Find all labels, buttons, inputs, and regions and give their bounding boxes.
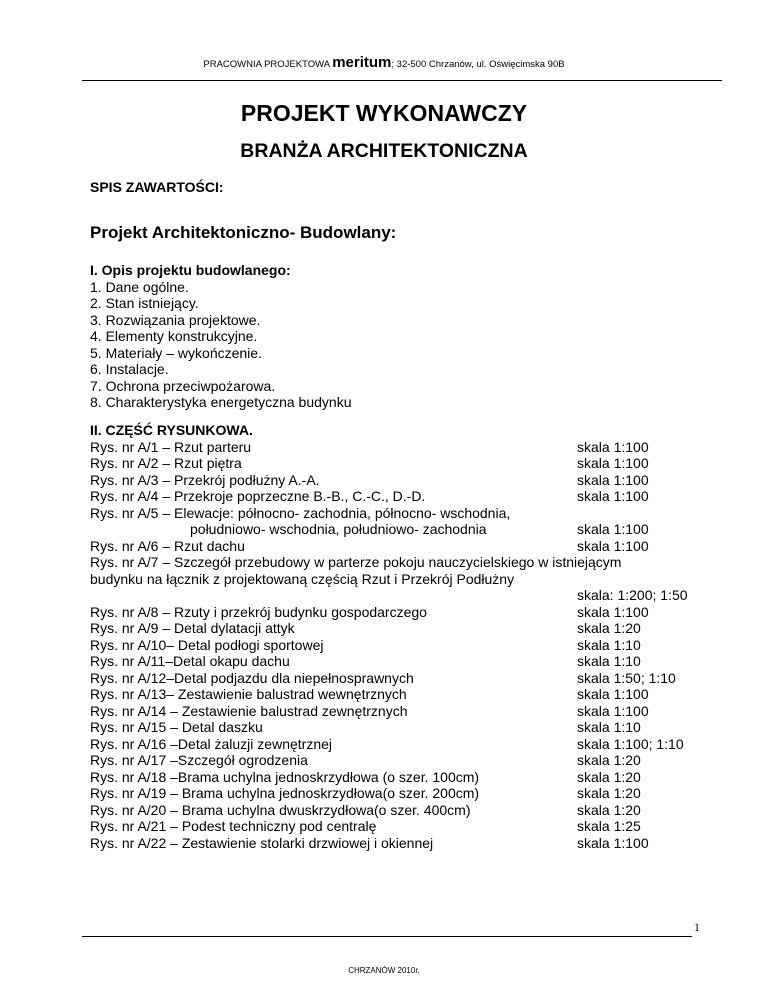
drawing-row <box>90 702 649 720</box>
drawing-scale: skala 1:20 <box>577 620 641 636</box>
drawing-scale: skala 1:100 <box>577 537 649 554</box>
drawing-row <box>90 834 649 852</box>
drawing-title: Rys. nr A/21 – Podest techniczny pod centralę <box>90 818 377 834</box>
drawing-row <box>90 801 641 819</box>
part1-item: 1. Dane ogólne. <box>90 278 189 295</box>
drawing-row <box>90 455 649 472</box>
drawing-title: Rys. nr A/4 – Przekroje poprzeczne B.-B., C.-C., D.-D. <box>90 488 426 504</box>
drawing-scale: skala 1:20 <box>577 801 641 818</box>
header-prefix: PRACOWNIA PROJEKTOWA <box>203 59 333 70</box>
drawing-scale: skala 1:100; 1:10 <box>577 735 684 752</box>
part1-section <box>90 262 351 411</box>
drawing-title: południowo- wschodnia, południowo- zachodnia <box>190 521 487 537</box>
drawing-scale: skala 1:10 <box>577 636 641 653</box>
part1-list <box>90 279 351 411</box>
drawing-title: Rys. nr A/7 – Szczegół przebudowy w parterze pokoju nauczycielskiego w istniejącym <box>90 554 622 570</box>
drawing-scale: skala 1:100 <box>577 488 649 504</box>
drawing-title: Rys. nr A/15 – Detal daszku <box>90 719 263 735</box>
drawing-row <box>90 537 649 555</box>
drawing-row <box>90 603 649 621</box>
drawing-title: Rys. nr A/20 – Brama uchylna dwuskrzydłowa(o szer. 400cm) <box>90 801 471 818</box>
header-brand: meritum <box>332 54 392 71</box>
drawing-title: budynku na łącznik z projektowaną częścią Rzut i Przekrój Podłużny <box>90 570 515 587</box>
drawing-scale: skala 1:100 <box>577 471 649 488</box>
drawing-row <box>90 521 649 538</box>
drawing-title: Rys. nr A/16 –Detal żaluzji zewnętrznej <box>90 735 332 752</box>
page-footer: CHRZANÓW 2010r. <box>348 966 420 975</box>
drawing-title: Rys. nr A/5 – Elewacje: północno- zachodnia, północno- wschodnia, <box>90 504 511 521</box>
header-address: ; 32-500 Chrzanów, ul. Oświęcimska 90B <box>391 59 565 70</box>
drawing-scale: skala 1:100 <box>577 603 649 620</box>
drawing-row <box>90 785 641 802</box>
part1-item: 2. Stan istniejący. <box>90 295 199 311</box>
drawing-scale: skala 1:20 <box>577 785 641 801</box>
drawing-scale: skala 1:10 <box>577 719 641 735</box>
part2-section <box>90 422 688 851</box>
drawing-title: Rys. nr A/2 – Rzut piętra <box>90 455 242 471</box>
drawing-title: Rys. nr A/19 – Brama uchylna jednoskrzydłowa(o szer. 200cm) <box>90 785 480 801</box>
drawing-row <box>90 620 641 637</box>
drawing-row <box>90 719 641 736</box>
drawing-scale: skala 1:100 <box>577 686 649 702</box>
drawing-scale: skala 1:25 <box>577 818 641 834</box>
drawing-title: Rys. nr A/11–Detal okapu dachu <box>90 653 290 669</box>
part1-item: 7. Ochrona przeciwpożarowa. <box>90 377 276 394</box>
drawing-scale: skala 1:100 <box>577 834 649 851</box>
drawing-title: Rys. nr A/17 –Szczegół ogrodzenia <box>90 752 308 768</box>
drawing-scale: skala 1:20 <box>577 752 641 768</box>
drawing-title: Rys. nr A/9 – Detal dylatacji attyk <box>90 620 295 636</box>
drawing-title: Rys. nr A/3 – Przekrój podłużny A.-A. <box>90 471 320 488</box>
footer-divider <box>82 936 692 937</box>
page-number: 1 <box>694 920 700 934</box>
toc-label: SPIS ZAWARTOŚCI: <box>90 179 224 195</box>
drawing-row <box>90 669 676 687</box>
drawing-row <box>90 471 649 489</box>
drawing-row <box>90 587 688 604</box>
part1-item: 6. Instalacje. <box>90 361 169 377</box>
drawing-row <box>90 554 621 571</box>
drawing-row <box>90 505 621 522</box>
drawing-title: Rys. nr A/12–Detal podjazdu dla niepełnosprawnych <box>90 669 414 686</box>
part2-heading: II. CZĘŚĆ RYSUNKOWA. <box>90 422 253 438</box>
drawing-row <box>90 636 641 654</box>
part1-item: 3. Rozwiązania projektowe. <box>90 311 261 328</box>
drawing-title: Rys. nr A/14 – Zestawienie balustrad zewnętrznych <box>90 702 408 719</box>
drawing-scale: skala 1:20 <box>577 768 641 785</box>
drawing-title: Rys. nr A/22 – Zestawienie stolarki drzwiowej i okiennej <box>90 834 434 851</box>
drawing-row <box>90 571 621 588</box>
drawing-title: Rys. nr A/13– Zestawienie balustrad wewnętrznych <box>90 686 407 702</box>
page-header <box>0 54 768 71</box>
drawing-row <box>90 735 684 753</box>
part1-heading: I. Opis projektu budowlanego: <box>90 262 291 278</box>
drawing-row <box>90 818 641 835</box>
drawing-scale: skala 1:10 <box>577 653 641 669</box>
part1-item: 5. Materiały – wykończenie. <box>90 344 262 361</box>
drawing-row <box>90 653 641 670</box>
drawing-scale: skala 1:100 <box>577 438 649 455</box>
drawing-title: Rys. nr A/10– Detal podłogi sportowej <box>90 636 324 653</box>
drawing-row <box>90 438 649 456</box>
document-title: PROJEKT WYKONAWCZY <box>240 100 528 126</box>
drawing-title: Rys. nr A/18 –Brama uchylna jednoskrzydłowa (o szer. 100cm) <box>90 768 480 785</box>
drawing-title: Rys. nr A/6 – Rzut dachu <box>90 537 245 554</box>
drawing-title: Rys. nr A/8 – Rzuty i przekrój budynku gospodarczego <box>90 603 427 620</box>
drawing-title: Rys. nr A/1 – Rzut parteru <box>90 438 252 455</box>
header-divider <box>82 80 722 81</box>
document-subtitle: BRANŻA ARCHITEKTONICZNA <box>240 140 528 162</box>
drawing-scale: skala 1:50; 1:10 <box>577 669 676 686</box>
drawing-row <box>90 488 649 505</box>
drawing-scale: skala 1:100 <box>577 702 649 719</box>
part1-item: 4. Elementy konstrukcyjne. <box>90 328 258 344</box>
drawing-scale: skala 1:100 <box>577 455 649 471</box>
drawing-row <box>90 768 641 786</box>
drawing-scale: skala: 1:200; 1:50 <box>577 587 688 603</box>
section-title: Projekt Architektoniczno- Budowlany: <box>90 223 397 242</box>
part1-item: 8. Charakterystyka energetyczna budynku <box>90 394 352 410</box>
drawing-scale: skala 1:100 <box>577 521 649 537</box>
drawing-row <box>90 752 641 769</box>
part2-list <box>90 438 688 852</box>
drawing-row <box>90 686 649 703</box>
